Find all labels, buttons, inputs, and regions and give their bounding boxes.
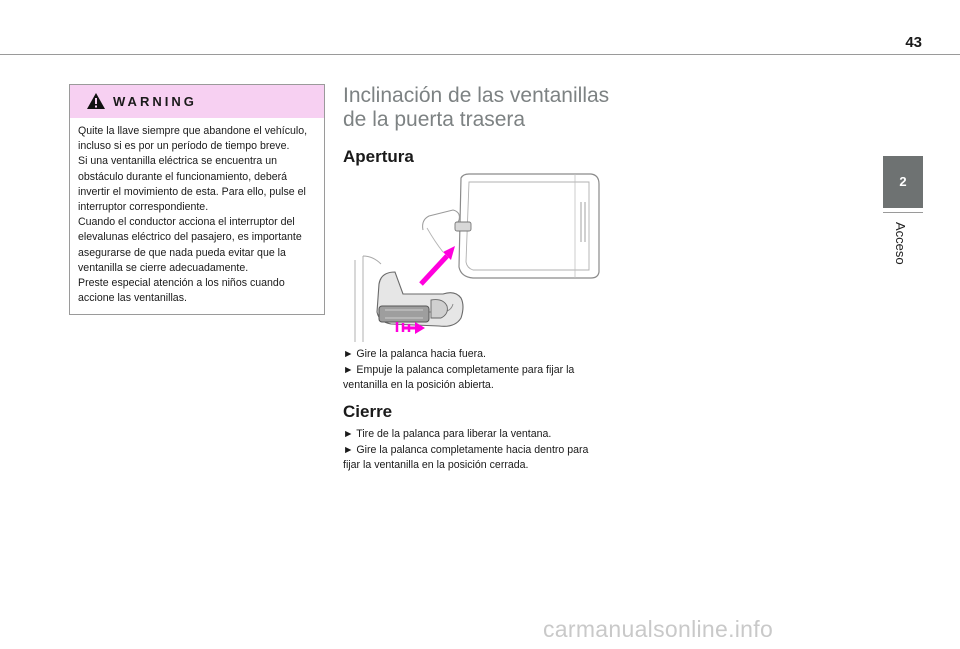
warning-paragraph: Quite la llave siempre que abandone el vehículo, incluso si es por un período de tiempo breve. — [78, 125, 308, 153]
closing-steps — [343, 427, 608, 474]
warning-paragraph: Cuando el conductor acciona el interruptor del elevalunas eléctrico del pasajero, es importante asegurarse de que nada pueda evitar que la ventanilla se cierre adecuadamente. — [78, 216, 302, 274]
opening-heading: Apertura — [343, 147, 414, 166]
opening-steps — [343, 347, 608, 394]
warning-header — [70, 85, 324, 118]
warning-box — [69, 84, 325, 315]
closing-step: ► Tire de la palanca para liberar la ventana. — [343, 428, 552, 440]
opening-step: ► Gire la palanca hacia fuera. — [343, 348, 486, 360]
chapter-title: Acceso — [893, 222, 908, 265]
top-divider — [0, 54, 960, 55]
warning-body — [70, 118, 324, 306]
closing-step: ► Gire la palanca completamente hacia dentro para fijar la ventanilla en la posición cerrada. — [343, 443, 589, 471]
warning-paragraph: Si una ventanilla eléctrica se encuentra un obstáculo durante el funcionamiento, deberá invertir el movimiento de esta. Para ello, pulse el interruptor correspondiente. — [78, 155, 306, 214]
closing-heading: Cierre — [343, 402, 393, 421]
warning-title: WARNING — [113, 94, 197, 109]
warning-paragraph: Preste especial atención a los niños cuando accione las ventanillas. — [78, 277, 285, 305]
page-number: 43 — [905, 34, 922, 51]
watermark: carmanualsonline.info — [543, 616, 774, 642]
side-divider — [883, 212, 923, 213]
chapter-tab[interactable]: 2 — [883, 156, 923, 208]
section-title: Inclinación de las ventanillas de la puerta trasera — [343, 84, 610, 131]
opening-step: ► Empuje la palanca completamente para fijar la ventanilla en la posición abierta. — [343, 363, 575, 391]
warning-triangle-icon — [86, 92, 106, 115]
window-lever-illustration — [343, 172, 603, 344]
